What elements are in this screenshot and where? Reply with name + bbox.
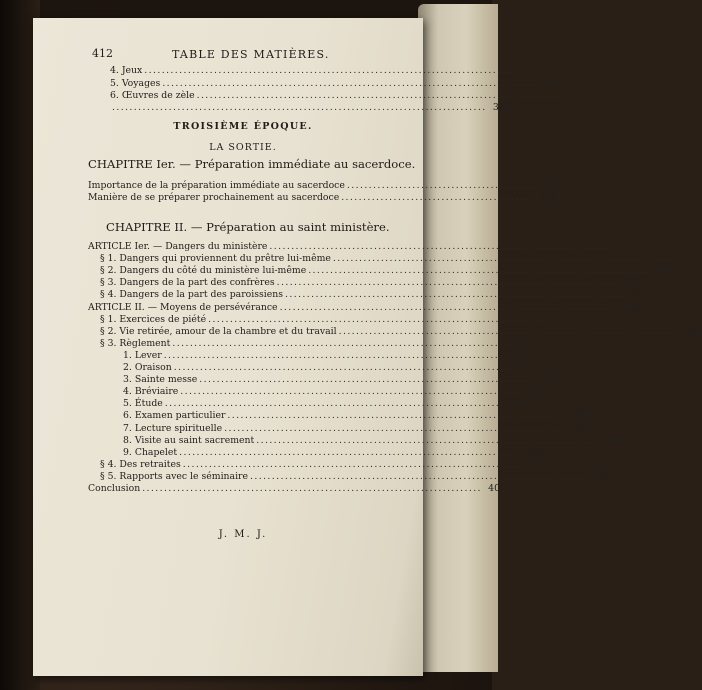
toc-item: § 1. Exercices de piété .............................................................................. 361 bbox=[100, 313, 572, 325]
page-number: 412 bbox=[92, 47, 113, 60]
page-title: TABLE DES MATIÈRES. bbox=[172, 48, 330, 61]
toc-item: § 4. Dangers de la part des paroissiens .............................................................................. 352 bbox=[100, 289, 649, 301]
toc-item: Manière de se préparer prochainement au sacerdoce ............................................ 336 bbox=[88, 192, 557, 203]
toc-item: § 4. Des retraites .............................................................................. 392 bbox=[100, 458, 547, 470]
toc-item: 8. Visite au saint sacrement .............................................................................. 388 bbox=[123, 434, 620, 446]
section-title: LA SORTIE. bbox=[209, 142, 277, 153]
toc-item: 7. Lecture spirituelle .............................................................................. 387 bbox=[123, 422, 588, 434]
toc-item: 5. Voyages ...................................................................................... 323 bbox=[110, 78, 561, 89]
toc-item: ARTICLE Ier. — Dangers du ministère .............................................................................. 341 bbox=[88, 241, 634, 252]
toc-item: 3. Sainte messe .............................................................................. 376 bbox=[123, 374, 563, 386]
book-page bbox=[33, 18, 702, 676]
toc-item: ...................................................................................... 326 bbox=[112, 102, 511, 113]
toc-item: § 5. Rapports avec le séminaire .............................................................................. 397 bbox=[100, 470, 614, 482]
toc-item: § 3. Règlement .............................................................................. 372 bbox=[100, 337, 537, 349]
toc-item: 9. Chapelet .............................................................................. 389 bbox=[123, 446, 543, 458]
toc-item: 1. Lever .............................................................................. 373 bbox=[123, 349, 528, 361]
toc-item: ARTICLE II. — Moyens de persévérance .............................................................................. 360 bbox=[88, 301, 644, 313]
toc-item: § 1. Dangers qui proviennent du prêtre lui-même .............................................................................. Ib. bbox=[100, 253, 697, 265]
toc-item: 4. Bréviaire .............................................................................. 378 bbox=[123, 386, 545, 398]
toc-item: 6. Examen particulier .............................................................................. 386 bbox=[123, 410, 592, 422]
toc-item: 6. Œuvres de zèle ...................................................................................... 325 bbox=[110, 90, 596, 101]
chapter-2-heading: CHAPITRE II. — Préparation au saint ministère. bbox=[106, 220, 390, 234]
toc-item: 4. Jeux ...................................................................................... bbox=[110, 65, 519, 76]
chapter-1-heading: CHAPITRE Ier. — Préparation immédiate au sacerdoce. bbox=[88, 157, 416, 171]
epoch-title: TROISIÈME ÉPOQUE. bbox=[173, 121, 313, 132]
toc-item: 5. Étude .............................................................................. 379 bbox=[123, 398, 529, 410]
toc-item: § 2. Dangers du côté du ministère lui-même .............................................................................. 343 bbox=[100, 265, 672, 277]
footer-mark: J. M. J. bbox=[218, 529, 268, 540]
toc-item: 2. Oraison .............................................................................. 374 bbox=[123, 362, 538, 373]
toc-item: Conclusion .............................................................................. 406 bbox=[88, 483, 506, 494]
toc-item: § 3. Dangers de la part des confrères .............................................................................. 347 bbox=[100, 277, 641, 289]
toc-item: Importance de la préparation immédiate au sacerdoce ............................................ 328 bbox=[88, 180, 563, 191]
toc-item: § 2. Vie retirée, amour de la chambre et du travail .............................................................................. 364 bbox=[100, 325, 702, 337]
